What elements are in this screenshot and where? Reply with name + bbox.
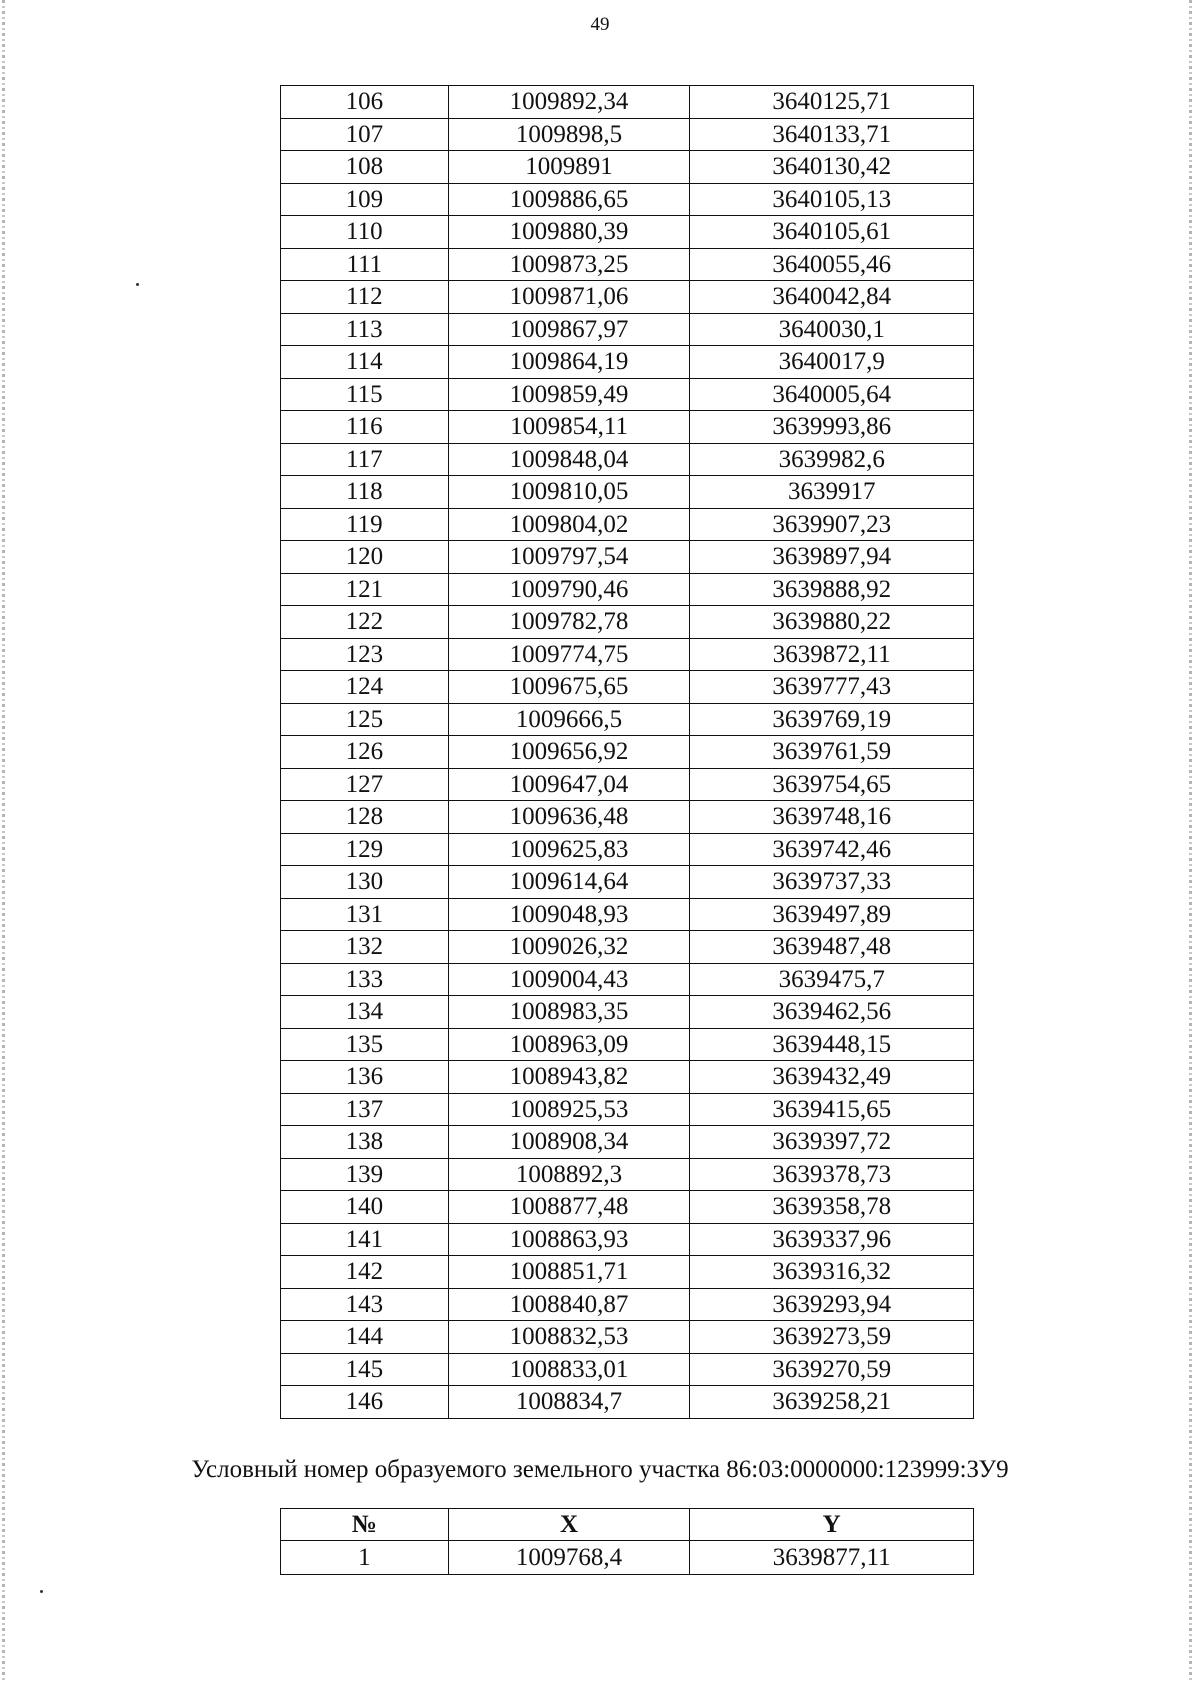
y-coordinate-cell: 3639872,11 [690, 638, 974, 671]
point-number-cell: 1 [281, 1541, 449, 1575]
y-coordinate-cell: 3639397,72 [690, 1126, 974, 1159]
table-row [281, 1126, 974, 1159]
table-row [281, 573, 974, 606]
header-x: X [448, 1509, 690, 1541]
x-coordinate-cell: 1009892,34 [448, 86, 690, 119]
y-coordinate-cell: 3639475,7 [690, 963, 974, 996]
x-coordinate-cell: 1009804,02 [448, 508, 690, 541]
table-row [281, 183, 974, 216]
point-number-cell: 114 [281, 346, 449, 379]
scan-speck [40, 1590, 43, 1593]
y-coordinate-cell: 3639769,19 [690, 703, 974, 736]
y-coordinate-cell: 3640105,13 [690, 183, 974, 216]
table-row [281, 443, 974, 476]
point-number-cell: 133 [281, 963, 449, 996]
table-row [281, 281, 974, 314]
table-row [281, 996, 974, 1029]
point-number-cell: 122 [281, 606, 449, 639]
table-row [281, 703, 974, 736]
table-row [281, 1061, 974, 1094]
x-coordinate-cell: 1009864,19 [448, 346, 690, 379]
x-coordinate-cell: 1008908,34 [448, 1126, 690, 1159]
point-number-cell: 130 [281, 866, 449, 899]
y-coordinate-cell: 3639293,94 [690, 1288, 974, 1321]
y-coordinate-cell: 3639737,33 [690, 866, 974, 899]
x-coordinate-cell: 1009647,04 [448, 768, 690, 801]
table-header-row [281, 1509, 974, 1541]
x-coordinate-cell: 1009848,04 [448, 443, 690, 476]
x-coordinate-cell: 1009873,25 [448, 248, 690, 281]
table-row [281, 736, 974, 769]
point-number-cell: 137 [281, 1093, 449, 1126]
y-coordinate-cell: 3639880,22 [690, 606, 974, 639]
x-coordinate-cell: 1008840,87 [448, 1288, 690, 1321]
x-coordinate-cell: 1009871,06 [448, 281, 690, 314]
coordinates-table-body [281, 86, 974, 1419]
scan-edge-left [2, 0, 5, 1683]
point-number-cell: 119 [281, 508, 449, 541]
x-coordinate-cell: 1009026,32 [448, 931, 690, 964]
x-coordinate-cell: 1009867,97 [448, 313, 690, 346]
point-number-cell: 142 [281, 1256, 449, 1289]
point-number-cell: 140 [281, 1191, 449, 1224]
table-row [281, 1321, 974, 1354]
point-number-cell: 108 [281, 151, 449, 184]
y-coordinate-cell: 3639487,48 [690, 931, 974, 964]
table-row [281, 866, 974, 899]
table-row [281, 248, 974, 281]
y-coordinate-cell: 3639982,6 [690, 443, 974, 476]
y-coordinate-cell: 3639777,43 [690, 671, 974, 704]
point-number-cell: 143 [281, 1288, 449, 1321]
x-coordinate-cell: 1008943,82 [448, 1061, 690, 1094]
table-row [281, 801, 974, 834]
x-coordinate-cell: 1009854,11 [448, 411, 690, 444]
table-row [281, 606, 974, 639]
x-coordinate-cell: 1009880,39 [448, 216, 690, 249]
y-coordinate-cell: 3639358,78 [690, 1191, 974, 1224]
table-row [281, 768, 974, 801]
y-coordinate-cell: 3640133,71 [690, 118, 974, 151]
x-coordinate-cell: 1009625,83 [448, 833, 690, 866]
x-coordinate-cell: 1009666,5 [448, 703, 690, 736]
point-number-cell: 129 [281, 833, 449, 866]
table-row [281, 86, 974, 119]
x-coordinate-cell: 1009675,65 [448, 671, 690, 704]
point-number-cell: 113 [281, 313, 449, 346]
parcel-caption: Условный номер образуемого земельного участка 86:03:0000000:123999:ЗУ9 [191, 1456, 1009, 1483]
point-number-cell: 131 [281, 898, 449, 931]
y-coordinate-cell: 3640055,46 [690, 248, 974, 281]
point-number-cell: 106 [281, 86, 449, 119]
table-row [281, 1223, 974, 1256]
table-row [281, 1256, 974, 1289]
y-coordinate-cell: 3639993,86 [690, 411, 974, 444]
x-coordinate-cell: 1008851,71 [448, 1256, 690, 1289]
x-coordinate-cell: 1009898,5 [448, 118, 690, 151]
table-row [281, 833, 974, 866]
scan-edge-right [1189, 0, 1192, 1683]
x-coordinate-cell: 1009774,75 [448, 638, 690, 671]
x-coordinate-cell: 1009891 [448, 151, 690, 184]
y-coordinate-cell: 3639742,46 [690, 833, 974, 866]
point-number-cell: 136 [281, 1061, 449, 1094]
y-coordinate-cell: 3639448,15 [690, 1028, 974, 1061]
table-row [281, 476, 974, 509]
table-row [281, 216, 974, 249]
x-coordinate-cell: 1009810,05 [448, 476, 690, 509]
y-coordinate-cell: 3639917 [690, 476, 974, 509]
point-number-cell: 124 [281, 671, 449, 704]
y-coordinate-cell: 3639337,96 [690, 1223, 974, 1256]
point-number-cell: 127 [281, 768, 449, 801]
y-coordinate-cell: 3639258,21 [690, 1386, 974, 1419]
y-coordinate-cell: 3639316,32 [690, 1256, 974, 1289]
y-coordinate-cell: 3639378,73 [690, 1158, 974, 1191]
x-coordinate-cell: 1009768,4 [448, 1541, 690, 1575]
table-row [281, 508, 974, 541]
parcel-coordinates-table [280, 1508, 974, 1575]
y-coordinate-cell: 3639270,59 [690, 1353, 974, 1386]
y-coordinate-cell: 3639877,11 [690, 1541, 974, 1575]
table-row [281, 1353, 974, 1386]
header-number: № [281, 1509, 449, 1541]
point-number-cell: 132 [281, 931, 449, 964]
y-coordinate-cell: 3639761,59 [690, 736, 974, 769]
point-number-cell: 121 [281, 573, 449, 606]
table-row [281, 1541, 974, 1575]
x-coordinate-cell: 1008834,7 [448, 1386, 690, 1419]
table-row [281, 1386, 974, 1419]
header-y: Y [690, 1509, 974, 1541]
page-number: 49 [590, 14, 610, 35]
table-row [281, 1093, 974, 1126]
y-coordinate-cell: 3639748,16 [690, 801, 974, 834]
point-number-cell: 125 [281, 703, 449, 736]
y-coordinate-cell: 3640005,64 [690, 378, 974, 411]
point-number-cell: 115 [281, 378, 449, 411]
y-coordinate-cell: 3639754,65 [690, 768, 974, 801]
y-coordinate-cell: 3639462,56 [690, 996, 974, 1029]
y-coordinate-cell: 3639432,49 [690, 1061, 974, 1094]
y-coordinate-cell: 3639888,92 [690, 573, 974, 606]
point-number-cell: 139 [281, 1158, 449, 1191]
y-coordinate-cell: 3639273,59 [690, 1321, 974, 1354]
x-coordinate-cell: 1009797,54 [448, 541, 690, 574]
point-number-cell: 126 [281, 736, 449, 769]
x-coordinate-cell: 1008877,48 [448, 1191, 690, 1224]
point-number-cell: 109 [281, 183, 449, 216]
x-coordinate-cell: 1009656,92 [448, 736, 690, 769]
table-row [281, 541, 974, 574]
table-row [281, 638, 974, 671]
x-coordinate-cell: 1009886,65 [448, 183, 690, 216]
table-row [281, 313, 974, 346]
x-coordinate-cell: 1009790,46 [448, 573, 690, 606]
y-coordinate-cell: 3640030,1 [690, 313, 974, 346]
point-number-cell: 145 [281, 1353, 449, 1386]
table-row [281, 411, 974, 444]
table-row [281, 898, 974, 931]
point-number-cell: 112 [281, 281, 449, 314]
table-row [281, 118, 974, 151]
x-coordinate-cell: 1008983,35 [448, 996, 690, 1029]
x-coordinate-cell: 1008963,09 [448, 1028, 690, 1061]
scan-speck [136, 283, 139, 286]
point-number-cell: 135 [281, 1028, 449, 1061]
x-coordinate-cell: 1009636,48 [448, 801, 690, 834]
point-number-cell: 134 [281, 996, 449, 1029]
point-number-cell: 117 [281, 443, 449, 476]
parcel-table-body [281, 1541, 974, 1575]
table-row [281, 671, 974, 704]
y-coordinate-cell: 3639907,23 [690, 508, 974, 541]
x-coordinate-cell: 1008863,93 [448, 1223, 690, 1256]
table-row [281, 1191, 974, 1224]
point-number-cell: 111 [281, 248, 449, 281]
y-coordinate-cell: 3640017,9 [690, 346, 974, 379]
table-row [281, 378, 974, 411]
y-coordinate-cell: 3640042,84 [690, 281, 974, 314]
point-number-cell: 138 [281, 1126, 449, 1159]
x-coordinate-cell: 1009859,49 [448, 378, 690, 411]
x-coordinate-cell: 1008833,01 [448, 1353, 690, 1386]
coordinates-table [280, 85, 974, 1419]
point-number-cell: 128 [281, 801, 449, 834]
point-number-cell: 120 [281, 541, 449, 574]
x-coordinate-cell: 1008832,53 [448, 1321, 690, 1354]
table-row [281, 1158, 974, 1191]
y-coordinate-cell: 3639497,89 [690, 898, 974, 931]
point-number-cell: 110 [281, 216, 449, 249]
point-number-cell: 118 [281, 476, 449, 509]
table-row [281, 963, 974, 996]
y-coordinate-cell: 3640130,42 [690, 151, 974, 184]
y-coordinate-cell: 3639897,94 [690, 541, 974, 574]
table-row [281, 346, 974, 379]
point-number-cell: 116 [281, 411, 449, 444]
x-coordinate-cell: 1008892,3 [448, 1158, 690, 1191]
table-row [281, 1288, 974, 1321]
point-number-cell: 146 [281, 1386, 449, 1419]
point-number-cell: 144 [281, 1321, 449, 1354]
y-coordinate-cell: 3639415,65 [690, 1093, 974, 1126]
table-row [281, 931, 974, 964]
point-number-cell: 123 [281, 638, 449, 671]
x-coordinate-cell: 1009004,43 [448, 963, 690, 996]
x-coordinate-cell: 1008925,53 [448, 1093, 690, 1126]
table-row [281, 151, 974, 184]
x-coordinate-cell: 1009614,64 [448, 866, 690, 899]
y-coordinate-cell: 3640125,71 [690, 86, 974, 119]
x-coordinate-cell: 1009782,78 [448, 606, 690, 639]
y-coordinate-cell: 3640105,61 [690, 216, 974, 249]
table-row [281, 1028, 974, 1061]
point-number-cell: 141 [281, 1223, 449, 1256]
point-number-cell: 107 [281, 118, 449, 151]
x-coordinate-cell: 1009048,93 [448, 898, 690, 931]
